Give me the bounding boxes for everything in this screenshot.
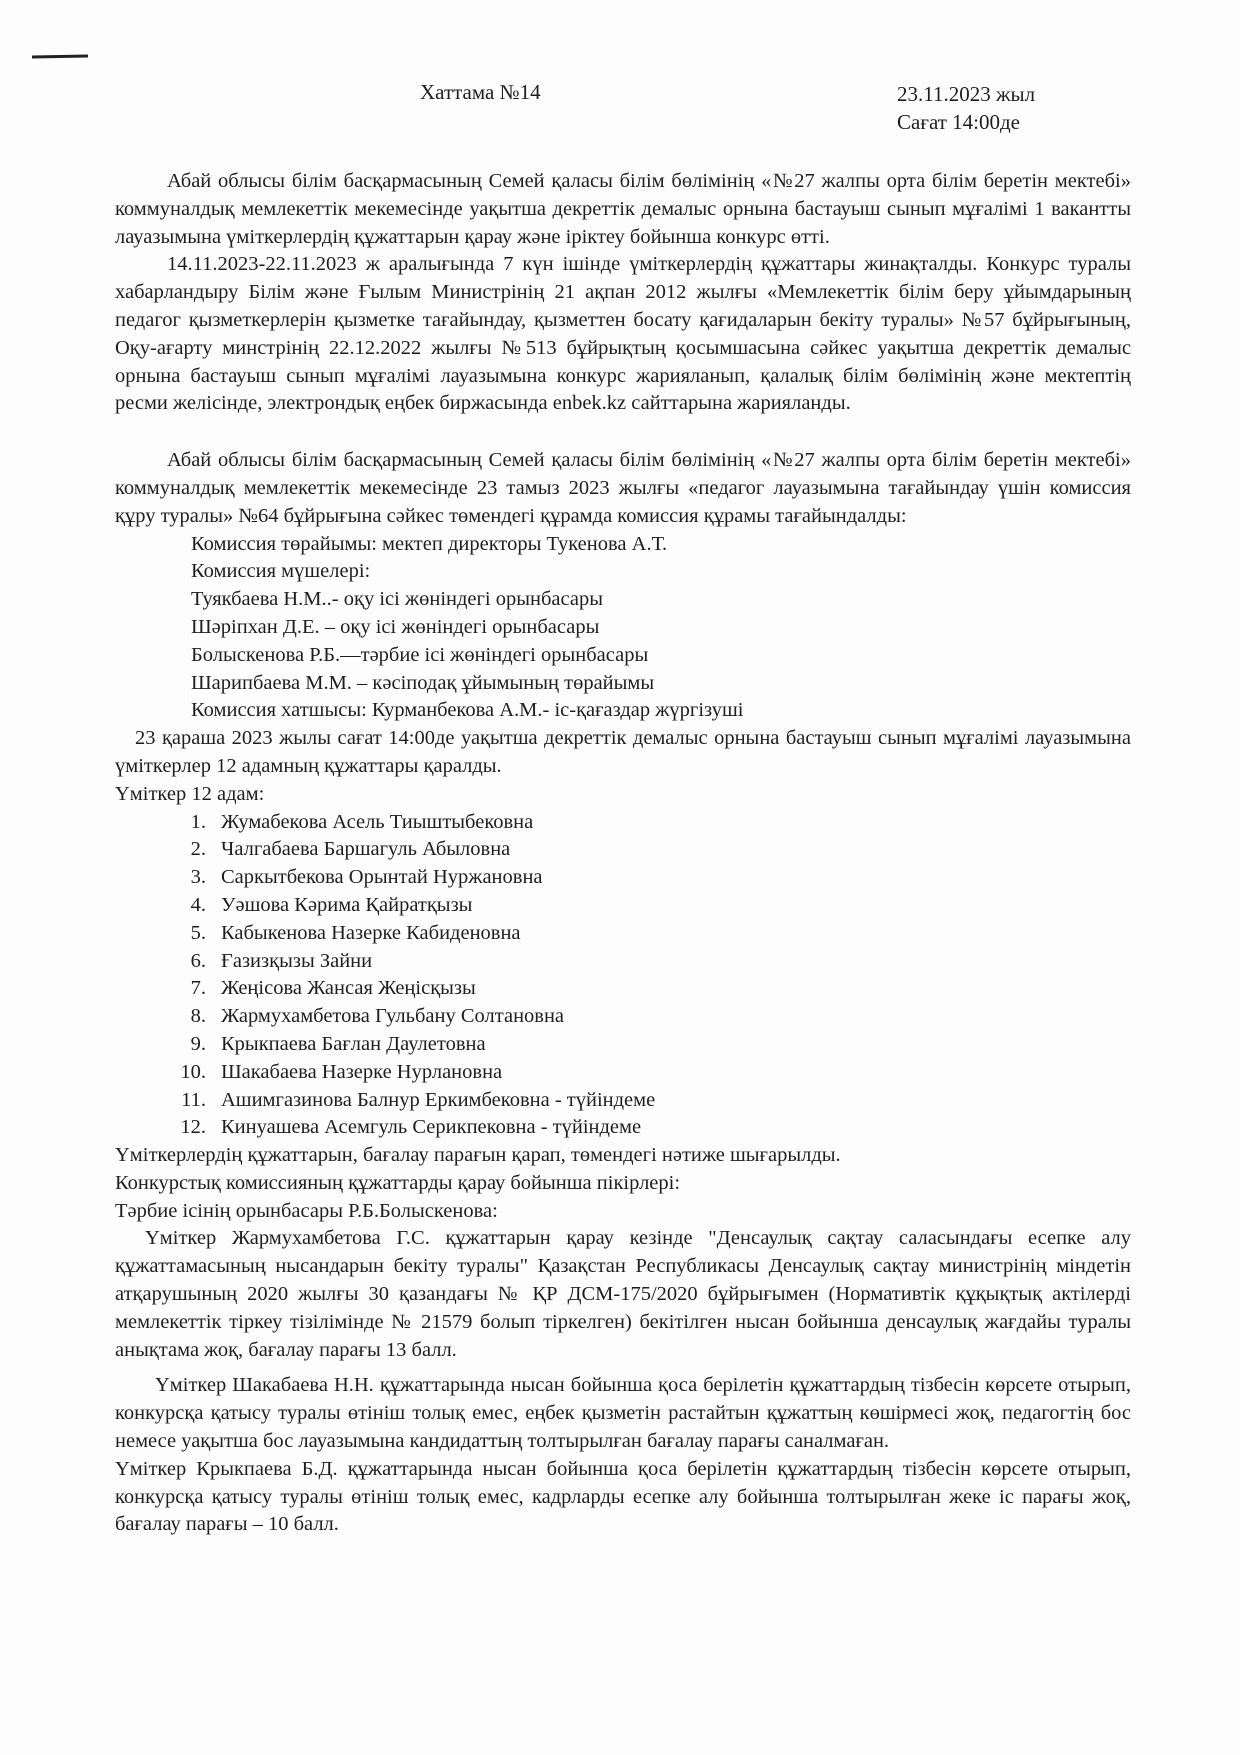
candidate-name: Чалгабаева Баршагуль Абыловна — [221, 838, 511, 861]
list-item — [173, 1003, 1131, 1031]
list-number: 4. — [190, 893, 206, 916]
corner-mark — [32, 55, 88, 59]
intro-paragraph-3: Абай облысы білім басқармасының Семей қаласы білім бөлімінің «№27 жалпы орта білім беретін мектебі» коммуналдық мемлекеттік мекемесінде 23 тамыз 2023 жылғы «педагог лауазымына тағайындау үшін комиссия құру туралы» №64 бұйрығына сәйкес төмендегі құрамда комиссия құрамы тағайындалды: — [115, 449, 1131, 527]
candidate-name: Ғазизқызы Зайни — [221, 949, 373, 972]
list-number: 7. — [190, 977, 206, 1000]
document-date: 23.11.2023 жыл — [897, 82, 1036, 106]
list-number: 3. — [190, 866, 206, 889]
candidate-name: Уәшова Кәрима Қайратқызы — [221, 893, 473, 916]
candidate-name: Крыкпаева Бағлан Даулетовна — [221, 1032, 486, 1055]
opinion-paragraph-2: Үміткер Шакабаева Н.Н. құжаттарында нысан бойынша қоса берілетін құжаттардың тізбесін көрсете отырып, конкурсқа қатысу туралы өтініш толық емес, еңбек қызметін растайтын құжаттың көшірмесі жоқ, педагогтің бос немесе уақытша бос лауазымына кандидаттың толтырылған бағалау парағы саналмаған. — [115, 1374, 1131, 1453]
document-body — [115, 168, 1131, 1539]
list-number: 8. — [190, 1005, 206, 1028]
candidate-name: Кинуашева Асемгуль Серикпековна - түйіндеме — [221, 1116, 642, 1139]
candidate-name: Жармухамбетова Гульбану Солтановна — [221, 1005, 565, 1028]
conclusion-line-2: Конкурстық комиссияның құжаттарды қарау бойынша пікірлері: — [115, 1171, 681, 1194]
intro-paragraph-1: Абай облысы білім басқармасының Семей қаласы білім бөлімінің «№27 жалпы орта білім беретін мектебі» коммуналдық мемлекеттік мекемесінде уақытша декреттік демалыс орнына бастауыш сынып мұғалімі 1 вакантты лауазымына үміткерлердің құжаттарын қарау және іріктеу бойынша конкурс өтті. — [115, 170, 1131, 248]
list-number: 9. — [190, 1032, 206, 1055]
commission-chair: Комиссия төрайымы: мектеп директоры Тукенова А.Т. — [191, 532, 668, 555]
list-item — [173, 1087, 1131, 1115]
candidate-name: Шакабаева Назерке Нурлановна — [221, 1060, 503, 1083]
list-number: 10. — [180, 1060, 206, 1083]
list-item — [173, 892, 1131, 920]
candidate-name: Саркытбекова Орынтай Нуржановна — [221, 866, 543, 889]
commission-member: Шәріпхан Д.Е. – оқу ісі жөніндегі орынбасары — [191, 615, 600, 638]
commission-members-label: Комиссия мүшелері: — [191, 560, 371, 583]
commission-list — [115, 531, 1131, 726]
opinion-paragraph-1: Үміткер Жармухамбетова Г.С. құжаттарын қарау кезінде "Денсаулық сақтау саласындағы есепке алу құжаттамасының нысандарын бекіту туралы" Қазақстан Республикасы Денсаулық сақтау министрінің міндетін атқарушының 2020 жылғы 30 қазандағы № ҚР ДСМ-175/2020 бұйрығымен (Нормативтік құқықтық актілерді мемлекеттік тіркеу тізілімінде № 21579 болып тіркелген) бекітілген нысан бойынша денсаулық жағдайы туралы анықтама жоқ, бағалау парағы 13 балл. — [115, 1227, 1131, 1361]
document-time: Сағат 14:00де — [897, 110, 1020, 134]
list-item — [173, 864, 1131, 892]
candidate-name: Ашимгазинова Балнур Еркимбековна - түйіндеме — [221, 1088, 656, 1111]
date-block — [897, 80, 1035, 136]
list-number: 5. — [190, 921, 206, 944]
meeting-paragraph: 23 қараша 2023 жылы сағат 14:00де уақытша декреттік демалыс орнына бастауыш сынып мұғалімі лауазымына үміткерлер 12 адамның құжаттары қаралды. — [115, 727, 1131, 777]
candidate-count: Үміткер 12 адам: — [115, 782, 265, 805]
list-number: 12. — [180, 1116, 206, 1139]
list-number: 2. — [190, 838, 206, 861]
list-number: 11. — [181, 1088, 206, 1111]
list-item — [173, 975, 1131, 1003]
list-number: 1. — [190, 810, 206, 833]
commission-member: Болыскенова Р.Б.—тәрбие ісі жөніндегі орынбасары — [191, 643, 649, 666]
commission-secretary: Комиссия хатшысы: Курманбекова А.М.- іс-қағаздар жүргізуші — [191, 699, 744, 722]
commission-member: Шарипбаева М.М. – кәсіподақ ұйымының төрайымы — [191, 671, 655, 694]
list-item — [173, 920, 1131, 948]
opinion-paragraph-3: Үміткер Крыкпаева Б.Д. құжаттарында нысан бойынша қоса берілетін құжаттардың тізбесін көрсете отырып, конкурсқа қатысу туралы өтініш толық емес, кадрларды есепке алу бойынша толтырылған жеке іс парағы жоқ, бағалау парағы – 10 балл. — [115, 1457, 1131, 1536]
list-item — [173, 1059, 1131, 1087]
list-number: 6. — [190, 949, 206, 972]
conclusion-line-3: Тәрбие ісінің орынбасары Р.Б.Болыскенова: — [115, 1199, 498, 1222]
list-item — [173, 1031, 1131, 1059]
conclusion-line-1: Үміткерлердің құжаттарын, бағалау парағын қарап, төмендегі нәтиже шығарылды. — [115, 1144, 841, 1167]
candidate-name: Жеңісова Жансая Жеңісқызы — [221, 977, 476, 1000]
list-item — [173, 809, 1131, 837]
list-item — [173, 836, 1131, 864]
candidate-name: Жумабекова Асель Тиыштыбековна — [221, 810, 534, 833]
document-title: Хаттама №14 — [420, 80, 541, 104]
commission-member: Туякбаева Н.М..- оқу ісі жөніндегі орынбасары — [191, 588, 603, 611]
list-item — [173, 948, 1131, 976]
candidate-list — [115, 809, 1131, 1143]
intro-paragraph-2: 14.11.2023-22.11.2023 ж аралығында 7 күн ішінде үміткерлердің құжаттары жинақталды. Конкурс туралы хабарландыру Білім және Ғылым Министрінің 21 ақпан 2012 жылғы «Мемлекеттік білім беру ұйымдарының педагог қызметкерлерін қызметке тағайындау, қызметтен босату қағидаларын бекіту туралы» №57 бұйрығының, Оқу-ағарту минстрінің 22.12.2022 жылғы №513 бұйрықтың қосымшасына сәйкес уақытша декреттік демалыс орнына бастауыш сынып мұғалімі лауазымына конкурс жарияланып, қалалық білім бөлімінің және мектептің ресми желісінде, электрондық еңбек биржасында enbek.kz сайттарына жарияланды. — [115, 253, 1131, 415]
candidate-name: Кабыкенова Назерке Кабиденовна — [221, 921, 521, 944]
list-item — [173, 1114, 1131, 1142]
document-header — [115, 80, 1125, 140]
